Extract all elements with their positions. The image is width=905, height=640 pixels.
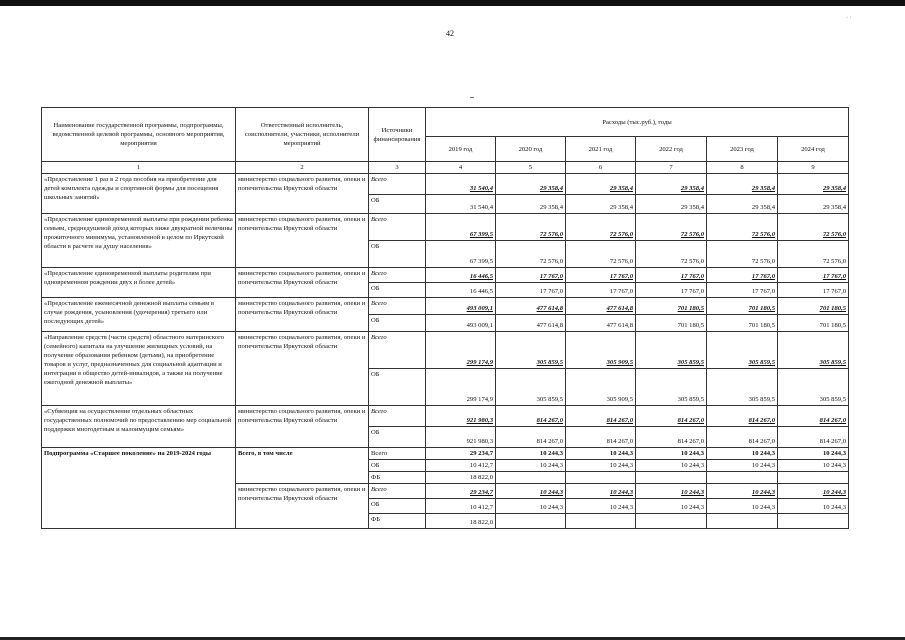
value-cell: 72 576,0 [778, 214, 849, 241]
value-cell: 10 244,3 [778, 484, 849, 499]
value-cell [636, 514, 707, 529]
value-cell: 29 234,7 [426, 484, 496, 499]
source-total: Всего [369, 406, 426, 427]
value-cell: 29 358,4 [707, 195, 778, 214]
source-total: Всего [369, 174, 426, 195]
header-executor: Ответственный исполнитель, соисполнители, участники, исполнители мероприятий [236, 108, 369, 162]
value-cell: 29 358,4 [636, 195, 707, 214]
subprogram-executor-total: Всего, в том числе [236, 448, 369, 484]
value-cell: 305 859,5 [636, 369, 707, 406]
value-cell: 17 767,0 [496, 268, 566, 283]
year-2019: 2019 год [426, 137, 496, 162]
value-cell: 10 244,3 [636, 460, 707, 472]
value-cell [636, 472, 707, 484]
value-cell: 10 244,3 [636, 484, 707, 499]
value-cell: 10 244,3 [566, 499, 636, 514]
table-row [42, 332, 849, 369]
budget-table [41, 107, 849, 529]
value-cell: 72 576,0 [496, 241, 566, 268]
value-cell: 31 540,4 [426, 195, 496, 214]
value-cell: 305 859,5 [636, 332, 707, 369]
value-cell: 921 980,3 [426, 406, 496, 427]
measure-name: «Направление средств (части средств) областного материнского (семейного) капитала на улучшение жилищных условий, на получение образования ребенком (детьми), на приобретение товаров и услуг, предназначенных для социальной адаптации и интеграции в общество детей-инвалидов, а также на получение ежегодной денежной выплаты» [42, 332, 236, 406]
value-cell: 10 244,3 [778, 499, 849, 514]
value-cell: 305 859,5 [707, 332, 778, 369]
value-cell: 67 399,5 [426, 214, 496, 241]
value-cell [496, 514, 566, 529]
measure-name: «Субвенция на осуществление отдельных областных государственных полномочий по предоставлению мер социальной поддержки многодетным и малоимущим семьям» [42, 406, 236, 448]
value-cell: 17 767,0 [636, 283, 707, 298]
value-cell: 10 244,3 [707, 484, 778, 499]
value-cell: 814 267,0 [707, 427, 778, 448]
value-cell: 814 267,0 [566, 406, 636, 427]
year-2023: 2023 год [707, 137, 778, 162]
measure-name: «Предоставление 1 раз в 2 года пособия на приобретение для детей комплекта одежды и спортивной формы для посещения школьных занятий» [42, 174, 236, 214]
year-2021: 2021 год [566, 137, 636, 162]
value-cell: 17 767,0 [707, 283, 778, 298]
value-cell: 10 244,3 [778, 448, 849, 460]
measure-executor: министерство социального развития, опеки и попечительства Иркутской области [236, 298, 369, 332]
value-cell: 10 412,7 [426, 460, 496, 472]
source-ob: ОБ [369, 460, 426, 472]
value-cell: 29 234,7 [426, 448, 496, 460]
measure-executor: министерство социального развития, опеки и попечительства Иркутской области [236, 332, 369, 406]
header-expenses: Расходы (тыс.руб.), годы [426, 108, 849, 137]
value-cell: 814 267,0 [636, 427, 707, 448]
value-cell: 29 358,4 [496, 174, 566, 195]
col-num: 1 [42, 162, 236, 174]
value-cell: 29 358,4 [566, 174, 636, 195]
value-cell: 701 180,5 [636, 298, 707, 315]
source-ob: ОБ [369, 499, 426, 514]
source-ob: ОБ [369, 283, 426, 298]
value-cell: 10 244,3 [496, 499, 566, 514]
page-number: 42 [446, 29, 454, 38]
measure-executor: министерство социального развития, опеки и попечительства Иркутской области [236, 214, 369, 268]
source-ob: ОБ [369, 427, 426, 448]
value-cell: 72 576,0 [707, 214, 778, 241]
value-cell: 10 244,3 [566, 460, 636, 472]
col-num: 3 [369, 162, 426, 174]
value-cell: 16 446,5 [426, 268, 496, 283]
value-cell [707, 514, 778, 529]
value-cell: 10 244,3 [496, 460, 566, 472]
table-row [42, 268, 849, 283]
value-cell: 17 767,0 [778, 268, 849, 283]
value-cell: 29 358,4 [566, 195, 636, 214]
value-cell [566, 472, 636, 484]
scan-top-edge [0, 0, 905, 6]
value-cell: 10 244,3 [566, 484, 636, 499]
value-cell: 29 358,4 [636, 174, 707, 195]
scan-dash [470, 97, 474, 98]
value-cell: 17 767,0 [566, 268, 636, 283]
subprogram-name: Подпрограмма «Старшее поколение» на 2019-2024 годы [42, 448, 236, 529]
value-cell: 493 009,1 [426, 298, 496, 315]
source-total: Всего [369, 484, 426, 499]
value-cell: 10 244,3 [496, 484, 566, 499]
measure-name: «Предоставление единовременной выплаты при рождении ребенка семьям, среднедушевой доход которых ниже двукратной величины прожиточного минимума, установленной в целом по Иркутской области в расчете на душу населения» [42, 214, 236, 268]
value-cell [778, 472, 849, 484]
source-total: Всего [369, 268, 426, 283]
source-ob: ОБ [369, 195, 426, 214]
subprogram-row [42, 448, 849, 460]
value-cell: 67 399,5 [426, 241, 496, 268]
value-cell: 477 614,8 [496, 298, 566, 315]
column-number-row [42, 162, 849, 174]
source-total: Всего [369, 448, 426, 460]
value-cell: 305 859,5 [496, 332, 566, 369]
value-cell: 29 358,4 [496, 195, 566, 214]
value-cell: 29 358,4 [778, 174, 849, 195]
value-cell: 305 859,5 [496, 369, 566, 406]
value-cell: 18 822,0 [426, 472, 496, 484]
value-cell [707, 472, 778, 484]
col-num: 9 [778, 162, 849, 174]
col-num: 8 [707, 162, 778, 174]
measure-executor: министерство социального развития, опеки и попечительства Иркутской области [236, 174, 369, 214]
value-cell: 477 614,8 [566, 298, 636, 315]
value-cell: 16 446,5 [426, 283, 496, 298]
value-cell [496, 472, 566, 484]
source-ob: ОБ [369, 369, 426, 406]
subprogram-executor-ministry: министерство социального развития, опеки и попечительства Иркутской области [236, 484, 369, 529]
value-cell: 72 576,0 [566, 241, 636, 268]
year-2020: 2020 год [496, 137, 566, 162]
value-cell: 305 859,5 [707, 369, 778, 406]
value-cell: 477 614,8 [566, 315, 636, 332]
table-row [42, 174, 849, 195]
source-fb: ФБ [369, 514, 426, 529]
source-ob: ОБ [369, 315, 426, 332]
value-cell: 305 859,5 [778, 369, 849, 406]
source-ob: ОБ [369, 241, 426, 268]
header-name: Наименование государственной программы, подпрограммы, ведомственной целевой программы, основного мероприятия, мероприятия [42, 108, 236, 162]
value-cell: 72 576,0 [566, 214, 636, 241]
value-cell: 72 576,0 [707, 241, 778, 268]
value-cell: 305 909,5 [566, 332, 636, 369]
value-cell: 31 540,4 [426, 174, 496, 195]
value-cell: 17 767,0 [778, 283, 849, 298]
value-cell: 72 576,0 [496, 214, 566, 241]
value-cell: 305 859,5 [778, 332, 849, 369]
col-num: 4 [426, 162, 496, 174]
col-num: 5 [496, 162, 566, 174]
source-total: Всего [369, 332, 426, 369]
value-cell [778, 514, 849, 529]
col-num: 7 [636, 162, 707, 174]
value-cell: 10 244,3 [636, 499, 707, 514]
value-cell: 17 767,0 [707, 268, 778, 283]
value-cell: 493 009,1 [426, 315, 496, 332]
header-source: Источники финансирования [369, 108, 426, 162]
value-cell: 814 267,0 [636, 406, 707, 427]
measure-executor: министерство социального развития, опеки и попечительства Иркутской области [236, 268, 369, 298]
value-cell: 814 267,0 [778, 427, 849, 448]
measure-executor: министерство социального развития, опеки и попечительства Иркутской области [236, 406, 369, 448]
value-cell: 814 267,0 [778, 406, 849, 427]
table-row [42, 214, 849, 241]
year-2022: 2022 год [636, 137, 707, 162]
value-cell: 477 614,8 [496, 315, 566, 332]
value-cell: 10 244,3 [636, 448, 707, 460]
value-cell: 814 267,0 [566, 427, 636, 448]
value-cell: 72 576,0 [636, 214, 707, 241]
value-cell: 814 267,0 [496, 406, 566, 427]
year-2024: 2024 год [778, 137, 849, 162]
value-cell: 17 767,0 [636, 268, 707, 283]
value-cell: 814 267,0 [707, 406, 778, 427]
value-cell: 10 412,7 [426, 499, 496, 514]
value-cell: 701 180,5 [778, 298, 849, 315]
measure-name: «Предоставление единовременной выплаты родителям при одновременном рождении двух и более детей» [42, 268, 236, 298]
col-num: 2 [236, 162, 369, 174]
value-cell: 10 244,3 [707, 460, 778, 472]
value-cell: 10 244,3 [496, 448, 566, 460]
value-cell: 701 180,5 [636, 315, 707, 332]
value-cell: 72 576,0 [636, 241, 707, 268]
value-cell: 10 244,3 [707, 499, 778, 514]
measure-name: «Предоставление ежемесячной денежной выплаты семьям в случае рождения, усыновления (удочерения) третьего или последующих детей» [42, 298, 236, 332]
header-row-1 [42, 108, 849, 137]
table-row [42, 406, 849, 427]
col-num: 6 [566, 162, 636, 174]
value-cell: 18 822,0 [426, 514, 496, 529]
value-cell: 17 767,0 [496, 283, 566, 298]
value-cell: 305 909,5 [566, 369, 636, 406]
value-cell: 701 180,5 [778, 315, 849, 332]
source-total: Всего [369, 214, 426, 241]
value-cell: 29 358,4 [778, 195, 849, 214]
source-total: Всего [369, 298, 426, 315]
value-cell [566, 514, 636, 529]
source-fb: ФБ [369, 472, 426, 484]
value-cell: 72 576,0 [778, 241, 849, 268]
value-cell: 701 180,5 [707, 298, 778, 315]
value-cell: 10 244,3 [566, 448, 636, 460]
value-cell: 701 180,5 [707, 315, 778, 332]
value-cell: 921 980,3 [426, 427, 496, 448]
value-cell: 814 267,0 [496, 427, 566, 448]
value-cell: 29 358,4 [707, 174, 778, 195]
scan-marks: · · [846, 15, 852, 21]
table-row [42, 298, 849, 315]
value-cell: 10 244,3 [778, 460, 849, 472]
value-cell: 299 174,9 [426, 332, 496, 369]
value-cell: 10 244,3 [707, 448, 778, 460]
value-cell: 17 767,0 [566, 283, 636, 298]
value-cell: 299 174,9 [426, 369, 496, 406]
